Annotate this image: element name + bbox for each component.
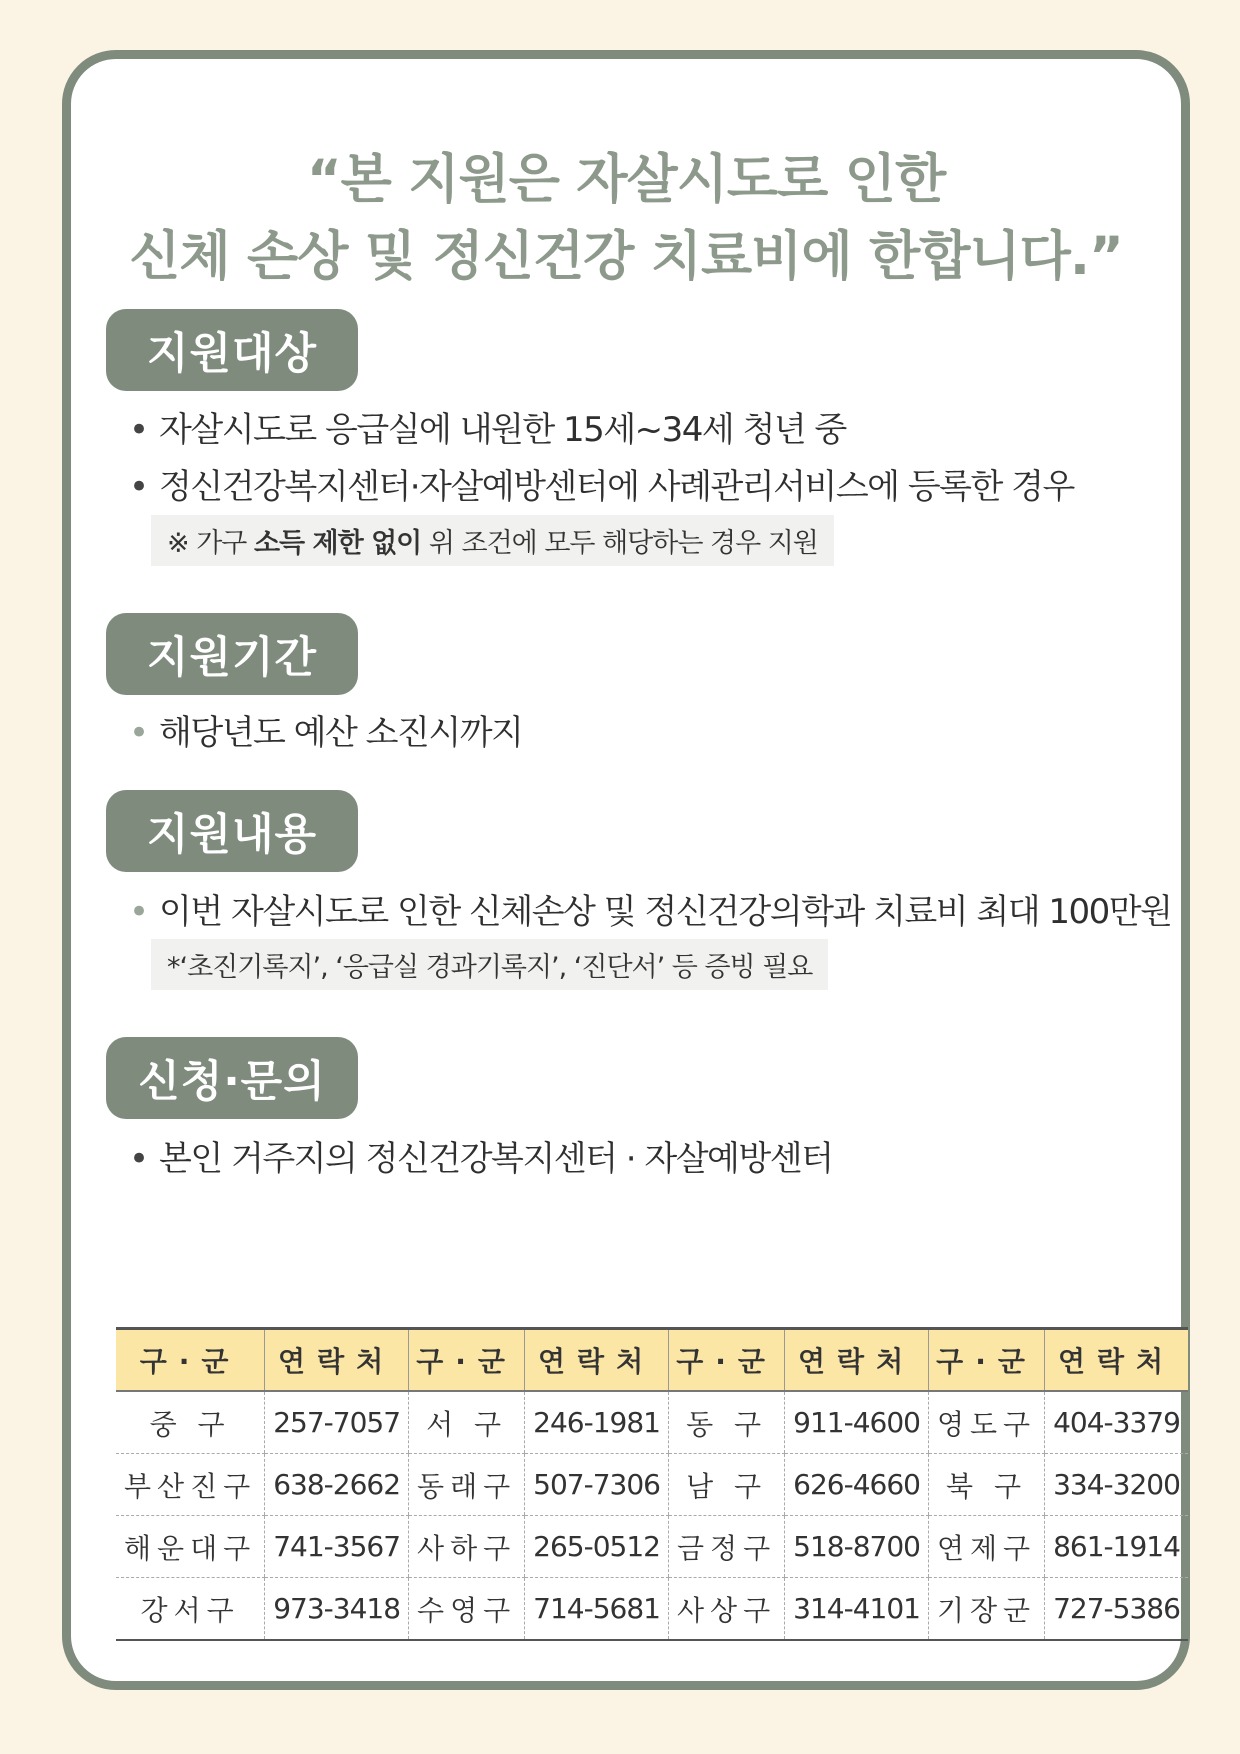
table-row [116,1391,1188,1454]
info-card [62,50,1190,1690]
district-cell: 수영구 [409,1578,525,1641]
table-header-cell: 연락처 [785,1329,929,1392]
heading-target: 지원대상 [106,309,358,391]
apply-bullet-1: • 본인 거주지의 정신건강복지센터 · 자살예방센터 [129,1139,833,1179]
bullet-dot-icon: • [129,410,148,450]
phone-cell: 404-3379 [1045,1391,1188,1454]
phone-cell: 714-5681 [525,1578,669,1641]
table-header-cell: 구·군 [928,1329,1044,1392]
bullet-dot-icon: • [129,892,148,932]
table-header-cell: 구·군 [116,1329,265,1392]
table-row [116,1578,1188,1641]
title-line-1: “본 지원은 자살시도로 인한 [306,149,946,210]
target-note: ※ 가구 소득 제한 없이 위 조건에 모두 해당하는 경우 지원 [151,515,834,566]
phone-cell: 741-3567 [265,1516,409,1578]
phone-cell: 638-2662 [265,1454,409,1516]
bullet-dot-icon: • [129,467,148,507]
title-line-2: 신체 손상 및 정신건강 치료비에 한합니다.” [129,226,1123,287]
phone-cell: 257-7057 [265,1391,409,1454]
phone-cell: 265-0512 [525,1516,669,1578]
district-cell: 사상구 [668,1578,784,1641]
table-header-row [116,1329,1188,1392]
phone-cell: 507-7306 [525,1454,669,1516]
district-cell: 해운대구 [116,1516,265,1578]
table-header-cell: 연락처 [525,1329,669,1392]
heading-period: 지원기간 [106,613,358,695]
district-cell: 영도구 [928,1391,1044,1454]
table-header-cell: 구·군 [668,1329,784,1392]
content-bullet-1: • 이번 자살시도로 인한 신체손상 및 정신건강의학과 치료비 최대 100만원 [129,892,1172,932]
target-bullet-1: • 자살시도로 응급실에 내원한 15세~34세 청년 중 [129,410,846,450]
phone-cell: 973-3418 [265,1578,409,1641]
phone-cell: 518-8700 [785,1516,929,1578]
phone-cell: 626-4660 [785,1454,929,1516]
table-header-cell: 구·군 [409,1329,525,1392]
heading-content: 지원내용 [106,790,358,872]
period-bullet-1: • 해당년도 예산 소진시까지 [129,713,523,753]
phone-cell: 246-1981 [525,1391,669,1454]
phone-cell: 727-5386 [1045,1578,1188,1641]
district-cell: 연제구 [928,1516,1044,1578]
target-bullet-2: • 정신건강복지센터·자살예방센터에 사례관리서비스에 등록한 경우 [129,467,1074,507]
district-cell: 기장군 [928,1578,1044,1641]
district-cell: 북 구 [928,1454,1044,1516]
phone-cell: 911-4600 [785,1391,929,1454]
phone-cell: 314-4101 [785,1578,929,1641]
district-cell: 동 구 [668,1391,784,1454]
district-cell: 금정구 [668,1516,784,1578]
district-cell: 사하구 [409,1516,525,1578]
bullet-dot-icon: • [129,1139,148,1179]
table-row [116,1454,1188,1516]
district-cell: 서 구 [409,1391,525,1454]
phone-cell: 861-1914 [1045,1516,1188,1578]
bullet-dot-icon: • [129,713,148,753]
district-cell: 부산진구 [116,1454,265,1516]
table-header-cell: 연락처 [265,1329,409,1392]
table-row [116,1516,1188,1578]
content-note: *‘초진기록지’, ‘응급실 경과기록지’, ‘진단서’ 등 증빙 필요 [151,939,828,990]
district-cell: 남 구 [668,1454,784,1516]
district-cell: 강서구 [116,1578,265,1641]
contact-table [116,1327,1188,1641]
table-header-cell: 연락처 [1045,1329,1188,1392]
district-cell: 동래구 [409,1454,525,1516]
district-cell: 중 구 [116,1391,265,1454]
phone-cell: 334-3200 [1045,1454,1188,1516]
heading-apply: 신청·문의 [106,1037,358,1119]
